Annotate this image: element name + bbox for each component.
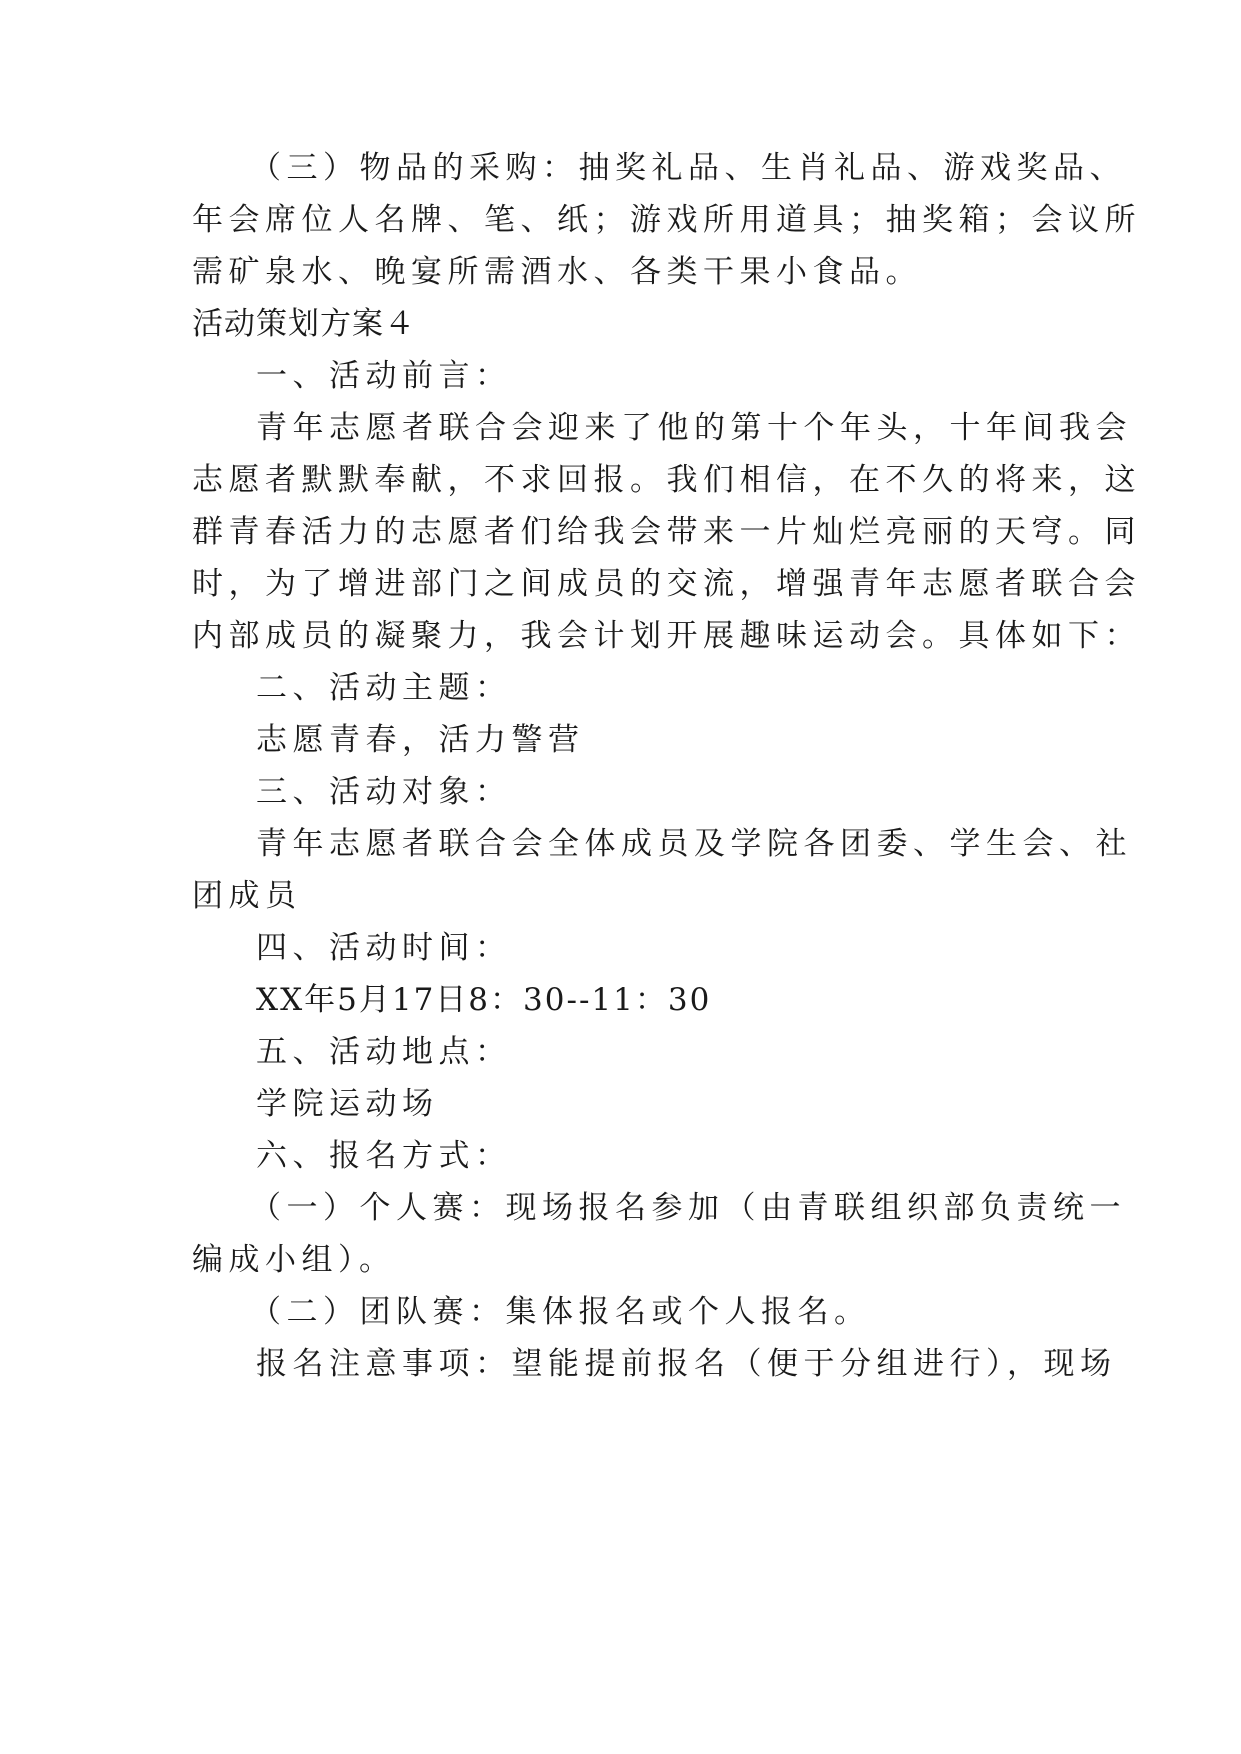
paragraph-line: 群青春活力的志愿者们给我会带来一片灿烂亮丽的天穹。同	[192, 514, 1141, 550]
paragraph-line: 需矿泉水、晚宴所需酒水、各类干果小食品。	[192, 254, 922, 290]
paragraph-line: 年会席位人名牌、笔、纸；游戏所用道具；抽奖箱；会议所	[192, 202, 1141, 238]
paragraph-line: 学院运动场	[256, 1086, 439, 1122]
paragraph-line: 二、活动主题：	[256, 670, 512, 706]
paragraph-line: 一、活动前言：	[256, 358, 512, 394]
paragraph-line: 青年志愿者联合会全体成员及学院各团委、学生会、社	[256, 826, 1132, 862]
paragraph-line: （一）个人赛：现场报名参加（由青联组织部负责统一	[250, 1190, 1126, 1226]
paragraph-line: 报名注意事项：望能提前报名（便于分组进行），现场	[256, 1346, 1117, 1382]
paragraph-line: 青年志愿者联合会迎来了他的第十个年头，十年间我会	[256, 410, 1132, 446]
paragraph-line: 志愿者默默奉献，不求回报。我们相信，在不久的将来，这	[192, 462, 1141, 498]
paragraph-line: （二）团队赛：集体报名或个人报名。	[250, 1294, 871, 1330]
paragraph-line: 内部成员的凝聚力，我会计划开展趣味运动会。具体如下：	[192, 618, 1141, 654]
paragraph-line: 四、活动时间：	[256, 930, 512, 966]
paragraph-line: 三、活动对象：	[256, 774, 512, 810]
paragraph-line: 五、活动地点：	[256, 1034, 512, 1070]
paragraph-line: 时，为了增进部门之间成员的交流，增强青年志愿者联合会	[192, 566, 1141, 602]
paragraph-line: 六、报名方式：	[256, 1138, 512, 1174]
section-heading: 活动策划方案４	[192, 306, 416, 342]
paragraph-line: 团成员	[192, 878, 302, 914]
paragraph-line: XX年5月17日8：30--11：30	[256, 982, 712, 1018]
paragraph-line: （三）物品的采购：抽奖礼品、生肖礼品、游戏奖品、	[250, 150, 1126, 186]
paragraph-line: 志愿青春，活力警营	[256, 722, 585, 758]
paragraph-line: 编成小组）。	[192, 1242, 396, 1278]
